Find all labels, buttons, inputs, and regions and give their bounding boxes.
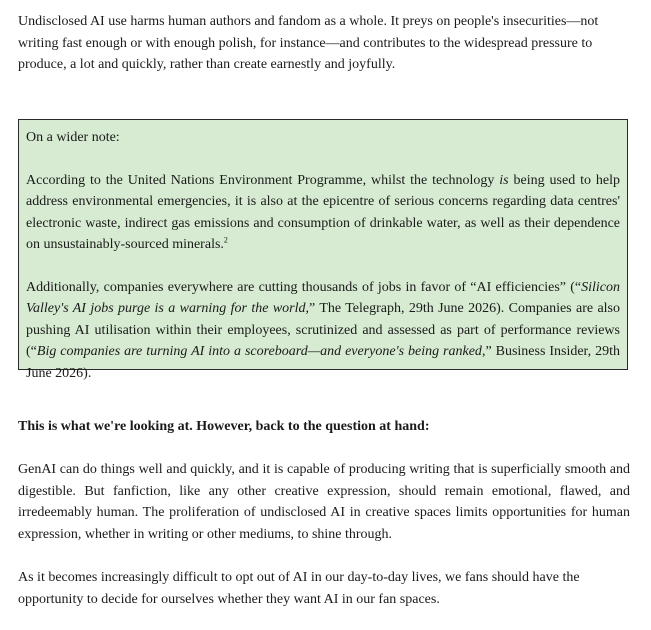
note-p2-part1: Additionally, companies everywhere are cutting thousands of jobs in favor of “AI efficiencies” (“ bbox=[26, 279, 582, 295]
note-p1-emphasis: is bbox=[499, 172, 509, 188]
note-p2-part2: ” The Telegraph, 29th June 2026). Companies are also pushing AI utilisation within their employees, scrutinized and assessed as part of performance reviews (“ bbox=[26, 301, 620, 359]
section-heading: This is what we're looking at. However, back to the question at hand: bbox=[18, 419, 430, 434]
telegraph-article-title: Silicon Valley's AI jobs purge is a warning for the world, bbox=[26, 279, 620, 316]
note-jobs-paragraph bbox=[26, 277, 620, 385]
footnote-marker[interactable]: 2 bbox=[223, 235, 228, 245]
wider-note-callout bbox=[18, 119, 628, 381]
note-p2-part3: ,” Business Insider, 29th June 2026). bbox=[26, 344, 620, 381]
opt-out-paragraph: As it becomes increasingly difficult to opt out of AI in our day-to-day lives, we fans should have the opportunity to decide for ourselves whether they want AI in our fan spaces. bbox=[18, 570, 580, 607]
note-environment-paragraph bbox=[26, 170, 620, 256]
genai-paragraph: GenAI can do things well and quickly, and it is capable of producing writing that is superficially smooth and digestible. But fanfiction, like any other creative expression, should remain emotional, flawed, and irredeemably human. The proliferation of undisclosed AI in creative spaces limits opportunities for human expression, whether in writing or other mediums, to shine through. bbox=[18, 462, 630, 542]
business-insider-article-title: Big companies are turning AI into a scoreboard—and everyone's being ranked bbox=[36, 344, 482, 359]
intro-paragraph: Undisclosed AI use harms human authors and fandom as a whole. It preys on people's insecurities—not writing fast enough or with enough polish, for instance—and contributes to the widespread pressure to produce, a lot and quickly, rather than create earnestly and joyfully. bbox=[18, 14, 599, 72]
note-p1-text-after: being used to help address environmental emergencies, it is also at the epicentre of serious concerns regarding data centres' electronic waste, indirect gas emissions and consumption of drinkable water, as well as their dependence on unsustainably-sourced minerals. bbox=[26, 172, 620, 252]
note-heading: On a wider note: bbox=[26, 130, 120, 145]
note-p1-text-before: According to the United Nations Environment Programme, whilst the technology bbox=[26, 172, 500, 188]
